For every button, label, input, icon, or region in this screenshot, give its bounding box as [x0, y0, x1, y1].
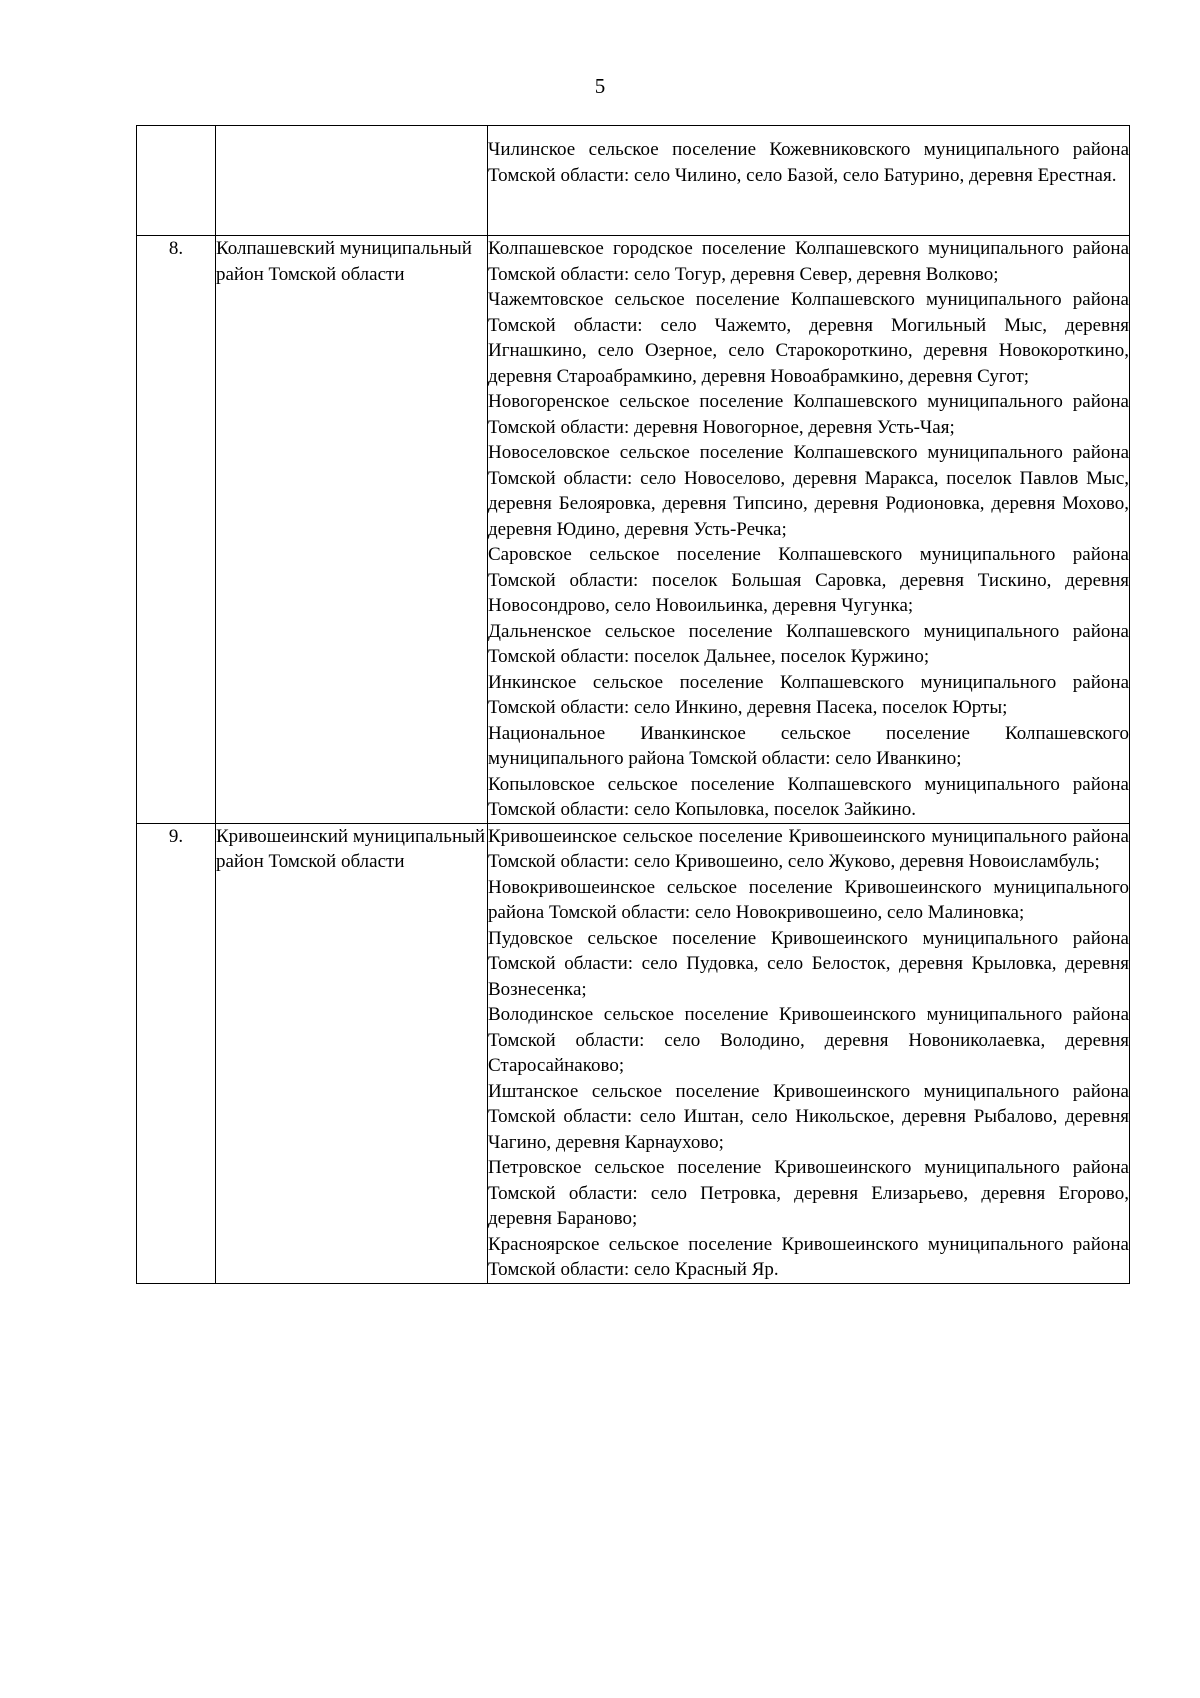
settlement-entry: Новокривошеинское сельское поселение Кривошеинского муниципального района Томской области: село Новокривошеино, село Малиновка; [488, 876, 1129, 923]
settlement-entry: Саровское сельское поселение Колпашевского муниципального района Томской области: поселок Большая Саровка, деревня Тискино, деревня Новосондрово, село Новоильинка, деревня Чугунка; [488, 544, 1129, 616]
district-name: Кривошеинский муниципальный район Томской области [216, 823, 488, 1283]
table-row [137, 126, 1130, 236]
settlement-entry: Новогоренское сельское поселение Колпашевского муниципального района Томской области: деревня Новогорное, деревня Усть-Чая; [488, 391, 1129, 438]
page-number: 5 [594, 74, 606, 98]
settlement-entry: Иштанское сельское поселение Кривошеинского муниципального района Томской области: село Иштан, село Никольское, деревня Рыбалово, деревня Чагино, деревня Карнаухово; [488, 1080, 1129, 1153]
row-number: 9. [137, 823, 216, 1283]
district-name: Колпашевский муниципальный район Томской области [216, 236, 488, 824]
settlement-entry: Пудовское сельское поселение Кривошеинского муниципального района Томской области: село Пудовка, село Белосток, деревня Крыловка, деревня Вознесенка; [488, 927, 1129, 1000]
settlements-cell [488, 823, 1130, 1283]
settlement-entry: Кривошеинское сельское поселение Кривошеинского муниципального района Томской области: село Кривошеино, село Жуково, деревня Новоисламбуль; [488, 825, 1129, 872]
settlement-entry: Колпашевское городское поселение Колпашевского муниципального района Томской области: село Тогур, деревня Север, деревня Волково; [488, 238, 1129, 285]
settlements-cell [488, 126, 1130, 236]
settlement-entry: Чилинское сельское поселение Кожевниковского муниципального района Томской области: село Чилино, село Базой, село Батурино, деревня Ерестная. [488, 139, 1129, 186]
settlements-table [136, 125, 1130, 1284]
district-name [216, 126, 488, 236]
table-row [137, 236, 1130, 824]
row-number [137, 126, 216, 236]
settlement-entry: Инкинское сельское поселение Колпашевского муниципального района Томской области: село Инкино, деревня Пасека, поселок Юрты; [488, 671, 1129, 718]
row-number: 8. [137, 236, 216, 824]
settlement-entry: Дальненское сельское поселение Колпашевского муниципального района Томской области: поселок Дальнее, поселок Куржино; [488, 620, 1129, 667]
settlement-entry: Чажемтовское сельское поселение Колпашевского муниципального района Томской области: село Чажемто, деревня Могильный Мыс, деревня Игнашкино, село Озерное, село Старокороткино, деревня Новокороткино, деревня Староабрамкино, деревня Новоабрамкино, деревня Сугот; [488, 289, 1129, 387]
settlement-entry: Новоселовское сельское поселение Колпашевского муниципального района Томской области: село Новоселово, деревня Маракса, поселок Павлов Мыс, деревня Белояровка, деревня Типсино, деревня Родионовка, деревня Мохово, деревня Юдино, деревня Усть-Речка; [488, 442, 1129, 540]
settlement-entry: Володинское сельское поселение Кривошеинского муниципального района Томской области: село Володино, деревня Новониколаевка, деревня Старосайнаково; [488, 1004, 1129, 1076]
table-row [137, 823, 1130, 1283]
settlement-entry: Красноярское сельское поселение Кривошеинского муниципального района Томской области: село Красный Яр. [488, 1233, 1129, 1280]
settlement-entry: Петровское сельское поселение Кривошеинского муниципального района Томской области: село Петровка, деревня Елизарьево, деревня Егорово, деревня Бараново; [488, 1157, 1129, 1229]
settlement-entry: Копыловское сельское поселение Колпашевского муниципального района Томской области: село Копыловка, поселок Зайкино. [488, 773, 1129, 820]
settlement-entry: Национальное Иванкинское сельское поселение Колпашевского муниципального района Томской области: село Иванкино; [488, 722, 1129, 769]
settlements-cell [488, 236, 1130, 824]
